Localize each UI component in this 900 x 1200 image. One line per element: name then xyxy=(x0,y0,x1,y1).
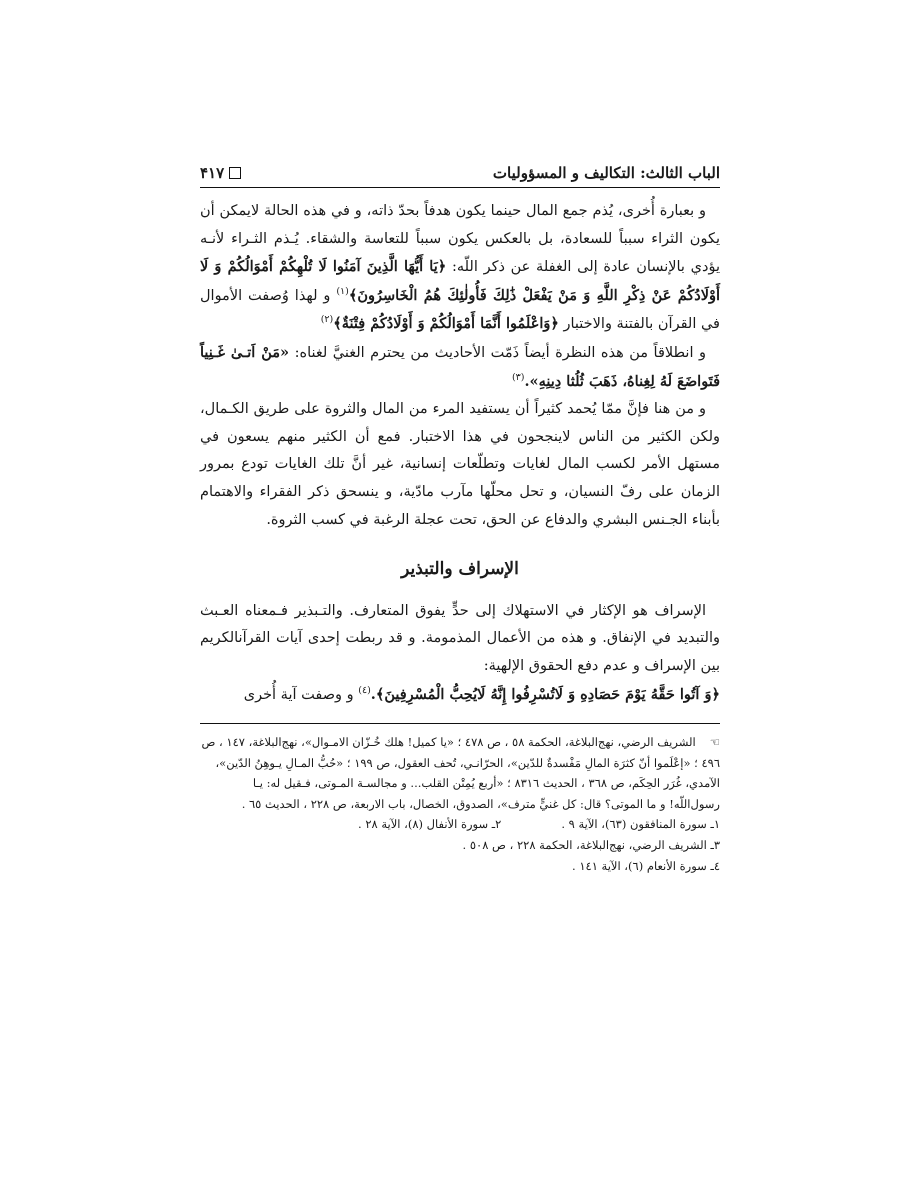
footnote-text: الشريف الرضي، نهج‌البلاغة، الحكمة ٥٨ ، ص ٤٧٨ ؛ «يا كميل! هلك خُـزّان الامـوال»، نهج‌البلاغة، ١٤٧ ، ص ٤٩٦ ؛ «إعْلَموا أنّ كثرَة المالِ مَفْسدةٌ للدّين»، الحرّانـي، تُحف العقول، ص ١٩٩ ؛ «حُبُّ المـالِ يـوهِنُ الدّين»، الآمدي، غُرَر الحِكَم، ص ٣٦٨ ، الحديث ٨٣١٦ ؛ «أربع يُمِتْن القلب... و مجالسـة المـوتى، فـقيل له: يـا رسول‌اللّه! و ما الموتى؟ قال: كل غنيٍّ مترف»، الصدوق، الخصال، باب الاربعة، ص ٢٢٨ ، الحديث ٦٥ . xyxy=(201,735,720,811)
footnote-divider xyxy=(200,723,720,724)
footnote-ref: (٢) xyxy=(320,314,334,326)
quran-verse: ﴿وَاعْلَمُوا أَنَّمَا أَمْوَالُكُمْ وَ أَوْلَادُكُمْ فِتْنَةٌ﴾ xyxy=(333,315,559,333)
footnote-hand xyxy=(200,732,720,814)
paragraph-5 xyxy=(200,681,720,710)
hadith-quote: «مَنْ اَتـىٰ غَـنِياً فَتَواضَعَ لَهُ لِغِناهُ، ذَهَبَ ثُلُثا دِينِهِ». xyxy=(200,343,720,390)
paragraph-4 xyxy=(200,598,720,681)
footnote-1: ١ـ سورة المنافقون (٦٣)، الآية ٩ . xyxy=(561,817,720,832)
page-number: ۴۱۷ xyxy=(200,164,225,182)
square-box-icon xyxy=(229,167,241,179)
paragraph-text: و بعبارة أُخرى، يُذم جمع المال حينما يكون هدفاً بحدّ ذاته، و في هذه الحالة لايمكن أن يكون الثراء سبباً للسعادة، بل بالعكس يكون سبباً للتعاسة والشقاء. يُـذم الثـراء لأنـه يؤدي بالإنسان عادة إلى الغفلة عن ذكر اللّه: xyxy=(200,203,720,276)
header-divider xyxy=(200,187,720,188)
footnote-ref: (٤) xyxy=(358,684,371,696)
quran-verse: ﴿يَا أَيُّهَا الَّذِينَ آمَنُوا لَا تُلْهِكُمْ أَمْوَالُكُمْ وَ لَا أَوْلَادُكُمْ عَنْ ذِكْرِ اللَّهِ وَ مَنْ يَفْعَلْ ذَٰلِكَ فَأُولٰئِكَ هُمُ الْخَاسِرُونَ﴾ xyxy=(200,258,721,304)
paragraph-text: و لهذا وُصفت الأموال في القرآن بالفتنة والاختبار xyxy=(200,287,720,333)
footnote-2: ٢ـ سورة الأنفال (٨)، الآية ٢٨ . xyxy=(358,817,502,832)
main-text xyxy=(200,198,720,709)
section-heading: الإسراف والتبذير xyxy=(401,559,519,580)
book-page xyxy=(200,160,720,876)
chapter-title: الباب الثالث: التكاليف و المسؤوليات xyxy=(492,164,720,182)
paragraph-text: الإسراف هو الإكثار في الاستهلاك إلى حدٍّ يفوق المتعارف. والتـبذير فـمعناه العـبث والتبديد في الإنفاق. و هذه من الأعمال المذمومة. و قد ربطت إحدى آيات القرآنالكريم بين الإسراف و عدم دفع الحقوق الإلهية: xyxy=(200,602,720,674)
paragraph-text: و من هنا فإنَّ ممّا يُحمد كثيراً أن يستفيد المرء من المال والثروة على طريق الكـمال، ولكن الكثير من الناس لاينجحون في هذا الاختبار. فمع أن الكثير منهم يسعون في مستهل الأمر لكسب المال لغايات وتطلّعات إنسانية، غير أنَّ تلك الغايات تودع بمرور الزمان على رفّ النسيان، و تحل محلّها مآرب مادّية، و ينسحق ذكر الفقراء والاهتمام بأبناء الجـنس البشري والدفاع عن الحق، تحت عجلة الرغبة في كسب الثروة. xyxy=(200,401,720,528)
paragraph-text: و وصفت آية أُخرى xyxy=(243,686,359,703)
running-header xyxy=(200,160,720,188)
footnote-ref: (١) xyxy=(336,285,349,297)
paragraph-text: و انطلاقاً من هذه النظرة أيضاً ذَمّت الأحاديث من يحترم الغنيَّ لغناه: xyxy=(289,344,706,361)
paragraph-1 xyxy=(200,198,720,339)
quran-verse: ﴿وَ آتُوا حَقَّهُ يَوْمَ حَصَادِهِ وَ لَاتُسْرِفُوا إِنَّهُ لَايُحِبُّ الْمُسْرِفِينَ﴾. xyxy=(370,685,720,703)
paragraph-3 xyxy=(200,396,720,534)
footnote-ref: (٣) xyxy=(511,371,525,383)
page-number-group xyxy=(200,164,241,182)
paragraph-2 xyxy=(200,339,720,396)
footnote-row xyxy=(200,814,720,835)
footnote-4: ٤ـ سورة الأنعام (٦)، الآية ١٤١ . xyxy=(572,858,720,873)
footnote-3: ٣ـ الشريف الرضي، نهج‌البلاغة، الحكمة ٢٢٨ ، ص ٥٠٨ . xyxy=(462,838,720,853)
pointing-hand-icon: ☜ xyxy=(709,735,720,750)
footnotes xyxy=(200,732,720,876)
